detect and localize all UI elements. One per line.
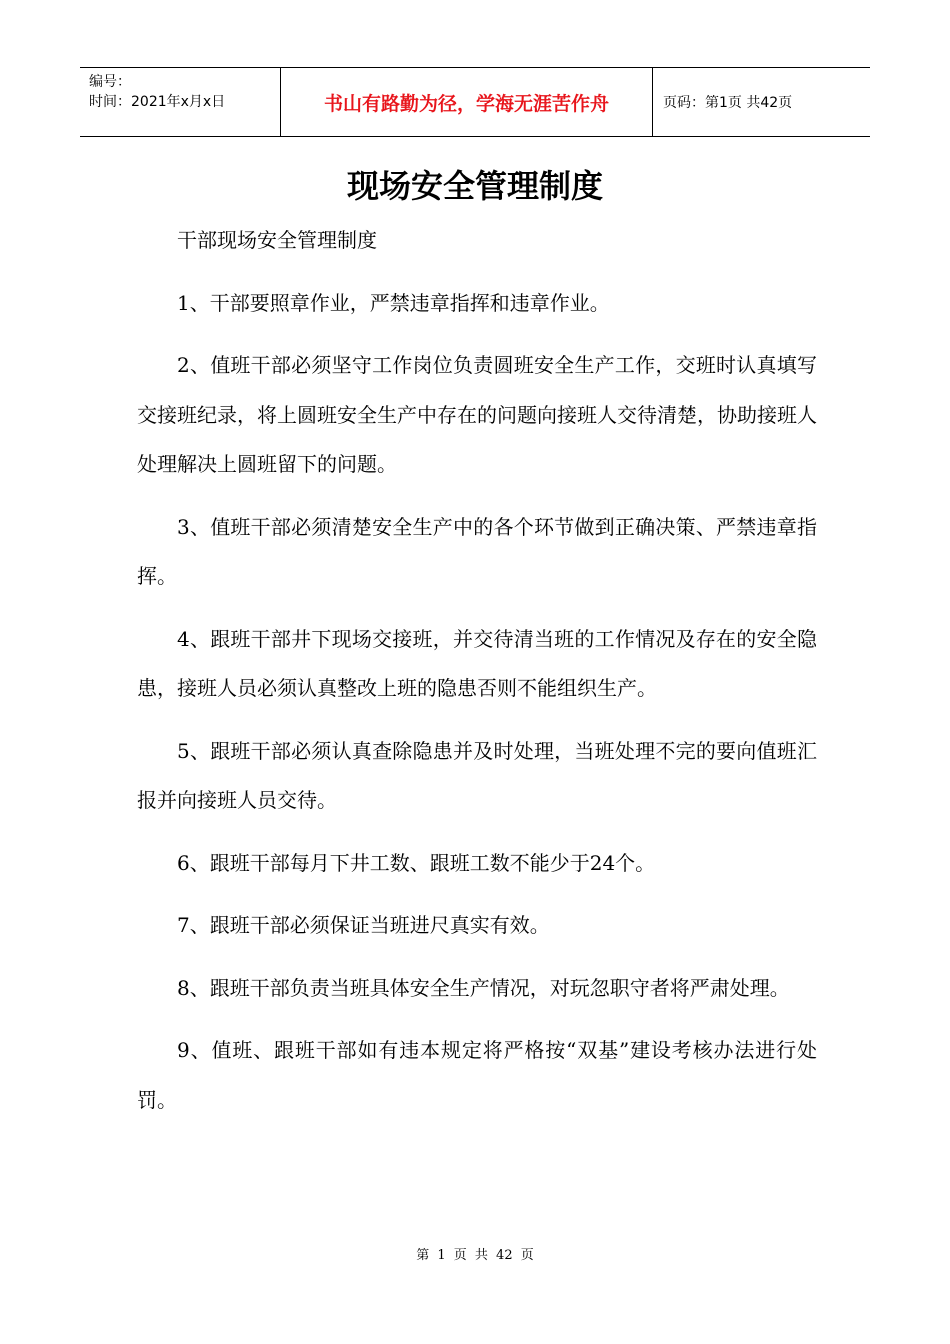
paragraph-rule-7: 7、跟班干部必须保证当班进尺真实有效。 xyxy=(177,913,550,937)
paragraph-rule-5: 5、跟班干部必须认真查除隐患并及时处理，当班处理不完的要向值班汇报并向接班人员交待。 xyxy=(137,738,817,812)
paragraph-subtitle: 干部现场安全管理制度 xyxy=(177,228,377,252)
document-title: 现场安全管理制度 xyxy=(346,167,603,205)
header-meta xyxy=(80,68,281,136)
header-motto: 书山有路勤为径，学海无涯苦作舟 xyxy=(281,68,653,136)
paragraph-rule-9: 9、值班、跟班干部如有违本规定将严格按“双基”建设考核办法进行处罚。 xyxy=(137,1038,817,1112)
header-page-info: 页码：第1页 共42页 xyxy=(663,95,793,111)
paragraph-rule-8: 8、跟班干部负责当班具体安全生产情况，对玩忽职守者将严肃处理。 xyxy=(177,975,790,1000)
page-footer: 第 1 页 共 42 页 xyxy=(416,1248,534,1263)
paragraph-rule-2: 2、值班干部必须坚守工作岗位负责圆班安全生产工作，交班时认真填写交接班纪录，将上圆班安全生产中存在的问题向接班人交待清楚，协助接班人处理解决上圆班留下的问题。 xyxy=(137,353,817,476)
document-header xyxy=(80,67,870,137)
document-body xyxy=(137,216,817,1138)
paragraph-rule-1: 1、干部要照章作业，严禁违章指挥和违章作业。 xyxy=(177,290,610,315)
paragraph-rule-6: 6、跟班干部每月下井工数、跟班工数不能少于24个。 xyxy=(177,850,656,875)
paragraph-rule-4: 4、跟班干部井下现场交接班，并交待清当班的工作情况及存在的安全隐患，接班人员必须认真整改上班的隐患否则不能组织生产。 xyxy=(137,626,817,700)
paragraph-rule-3: 3、值班干部必须清楚安全生产中的各个环节做到正确决策、严禁违章指挥。 xyxy=(137,514,817,588)
number-label: 编号： xyxy=(89,74,131,90)
date-label: 时间：2021年x月x日 xyxy=(89,94,226,110)
